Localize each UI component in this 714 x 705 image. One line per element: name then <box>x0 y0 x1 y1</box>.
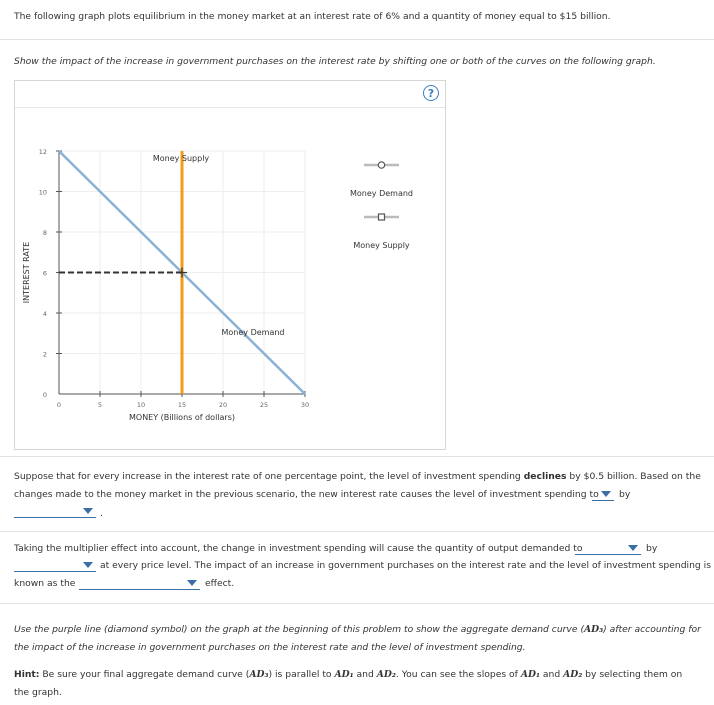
money-supply-curve-label: Money Supply <box>152 154 210 163</box>
para1-line1: Suppose that for every increase in the interest rate of one percentage point, the level of investment spending declines by $0.5 billion. Based on the <box>14 471 701 482</box>
output-amount-dropdown[interactable] <box>14 559 96 572</box>
x-axis-label: MONEY (Billions of dollars) <box>129 413 235 422</box>
para3-line1: Use the purple line (diamond symbol) on the graph at the beginning of this problem to show the aggregate demand curve (AD₃) after accounting for <box>14 624 701 635</box>
hint-line1: Hint: Be sure your final aggregate demand curve (AD₃) is parallel to AD₁ and AD₂. You can see the slopes of AD₁ and AD₂ by selecting them on <box>14 669 683 680</box>
output-direction-dropdown[interactable] <box>575 542 641 555</box>
chevron-down-icon <box>83 562 93 568</box>
chevron-down-icon <box>187 580 197 586</box>
divider <box>0 456 714 457</box>
y-tick-10: 10 <box>38 188 47 197</box>
x-tick-20: 20 <box>218 401 228 409</box>
chevron-down-icon <box>628 545 638 551</box>
x-tick-10: 10 <box>136 401 146 409</box>
x-tick-25: 25 <box>259 401 269 409</box>
hint-line2: the graph. <box>14 687 62 698</box>
effect-type-dropdown[interactable] <box>79 577 200 590</box>
y-tick-4: 4 <box>42 310 47 318</box>
instruction-text: Show the impact of the increase in government purchases on the interest rate by shifting one or both of the curves on the following graph. <box>14 56 656 67</box>
para1-period: . <box>100 508 103 519</box>
para2-line2: at every price level. The impact of an increase in government purchases on the interest rate and the level of investment spending is <box>100 560 712 571</box>
chevron-down-icon <box>83 508 93 514</box>
legend-supply-label: Money Supply <box>353 241 410 250</box>
para2-line1: Taking the multiplier effect into account, the change in investment spending will cause the quantity of output demanded to <box>14 543 583 554</box>
para2-by: by <box>646 543 658 554</box>
y-tick-8: 8 <box>42 229 47 237</box>
intro-text: The following graph plots equilibrium in the money market at an interest rate of 6% and a quantity of money equal to $15 billion. <box>14 11 611 22</box>
x-tick-15: 15 <box>177 401 187 409</box>
investment-amount-dropdown[interactable] <box>14 505 96 518</box>
para1-line2: changes made to the money market in the previous scenario, the new interest rate causes the level of investment spending to <box>14 489 599 500</box>
y-axis-label: INTEREST RATE <box>22 241 31 304</box>
chevron-down-icon <box>601 491 611 497</box>
para3-line2: the impact of the increase in government purchases on the interest rate and the level of investment spending. <box>14 642 526 653</box>
graph-panel <box>14 80 446 450</box>
para2-line3: known as the <box>14 578 76 589</box>
legend-demand-label: Money Demand <box>350 189 413 198</box>
para1-by: by <box>619 489 631 500</box>
help-icon[interactable]: ? <box>423 85 439 101</box>
money-demand-curve-label: Money Demand <box>221 328 285 337</box>
y-tick-2: 2 <box>42 350 47 359</box>
y-tick-12: 12 <box>38 148 47 156</box>
investment-direction-dropdown[interactable] <box>592 488 614 501</box>
y-tick-6: 6 <box>42 269 47 278</box>
x-tick-30: 30 <box>300 401 310 409</box>
x-tick-0: 0 <box>56 401 62 409</box>
legend-money-supply-tool[interactable] <box>364 214 399 220</box>
money-market-graph[interactable] <box>15 81 445 449</box>
divider <box>0 603 714 604</box>
x-tick-5: 5 <box>97 401 103 409</box>
divider <box>0 39 714 40</box>
legend-money-demand-tool[interactable] <box>364 162 399 168</box>
divider <box>0 531 714 532</box>
para2-effect: effect. <box>205 578 235 589</box>
circle-icon <box>378 162 384 168</box>
square-icon <box>379 214 385 220</box>
y-tick-0: 0 <box>42 391 47 399</box>
